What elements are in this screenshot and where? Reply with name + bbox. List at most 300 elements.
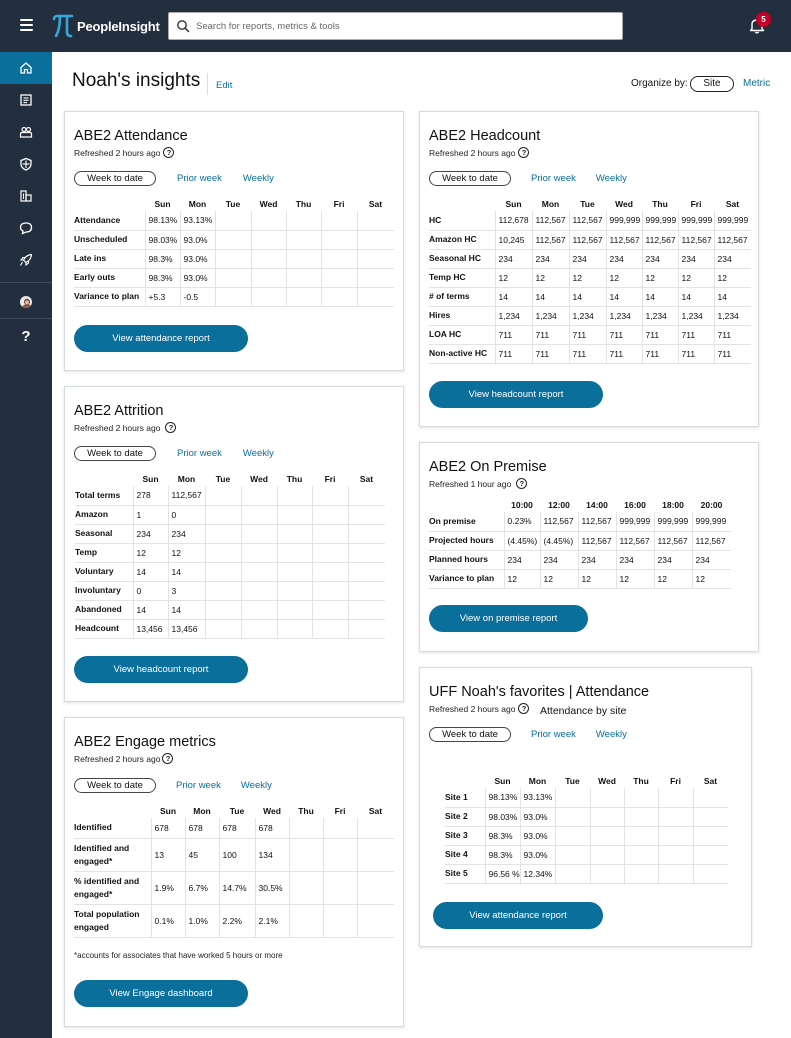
table-cell: 711 [569, 344, 606, 363]
week-to-date-option[interactable]: Week to date [429, 171, 511, 186]
sidebar-item-security[interactable] [0, 148, 52, 180]
table-cell [555, 864, 590, 883]
row-label: Early outs [74, 272, 116, 282]
day-header: Mon [528, 776, 547, 786]
table-cell [277, 619, 312, 638]
table-cell [312, 581, 348, 600]
hour-header: 18:00 [662, 500, 684, 510]
table-row [75, 505, 385, 524]
table-cell: 0.23% [504, 512, 540, 531]
table-cell [321, 268, 357, 287]
day-header: Mon [193, 806, 211, 816]
table-cell [658, 807, 693, 826]
table-header-row [429, 197, 751, 211]
table-cell: 112,567 [532, 211, 569, 230]
table-cell: 112,567 [578, 512, 616, 531]
sidebar-divider [0, 282, 52, 283]
table-row [429, 211, 751, 230]
table-cell: 0 [133, 581, 168, 600]
row-label: On premise [429, 515, 476, 526]
table-cell [312, 524, 348, 543]
table-cell [251, 211, 286, 230]
table-cell: 93.13% [180, 211, 215, 230]
table-cell: 678 [255, 818, 289, 838]
table-cell [312, 619, 348, 638]
day-header: Sat [368, 199, 383, 209]
prior-week-option[interactable]: Prior week [177, 173, 222, 184]
table-cell: 3 [168, 581, 205, 600]
table-cell [312, 505, 348, 524]
table-cell [205, 486, 241, 505]
row-label: Seasonal [75, 528, 113, 538]
table-cell: 112,567 [569, 230, 606, 249]
refresh-text: Refreshed 2 hours ago [74, 422, 161, 433]
table-cell [658, 826, 693, 845]
day-header: Thu [633, 776, 649, 786]
period-selector [429, 171, 627, 186]
day-header: Mon [541, 199, 560, 209]
table-cell: 93.0% [520, 826, 555, 845]
row-label: Total population engaged [74, 908, 140, 932]
day-header: Sun [142, 474, 159, 484]
table-cell [251, 268, 286, 287]
row-label: Unscheduled [74, 234, 128, 244]
table-cell: 234 [642, 249, 678, 268]
sidebar-item-home[interactable] [0, 52, 52, 84]
table-cell: 711 [495, 344, 532, 363]
chat-icon [19, 221, 33, 235]
table-cell [289, 871, 323, 904]
table-cell [241, 562, 277, 581]
table-cell: 0 [168, 505, 205, 524]
refresh-text: Refreshed 2 hours ago [74, 753, 161, 764]
table-cell [205, 581, 241, 600]
table-cell: 12 [714, 268, 751, 287]
table-cell: 12 [692, 569, 731, 588]
table-cell [357, 818, 394, 838]
table-cell [693, 788, 728, 807]
table-row [75, 600, 385, 619]
table-cell: 234 [654, 550, 692, 569]
table-cell: 2.2% [219, 904, 255, 937]
row-label: Site 4 [445, 849, 468, 859]
table-cell: 112,567 [578, 531, 616, 550]
refresh-status [74, 753, 173, 764]
organize-by-label: Organize by: [631, 78, 688, 89]
weekly-option[interactable]: Weekly [595, 173, 627, 184]
on-premise-card [419, 442, 759, 652]
row-label: Variance to plan [74, 291, 140, 301]
engage-table [74, 804, 394, 938]
table-row [429, 531, 731, 550]
table-cell [590, 845, 624, 864]
table-cell [590, 788, 624, 807]
table-row [75, 543, 385, 562]
table-cell [321, 287, 357, 306]
table-row [74, 211, 394, 230]
table-cell: 1,234 [642, 306, 678, 325]
table-cell: 14 [678, 287, 714, 306]
table-cell: 14 [133, 562, 168, 581]
table-cell [323, 818, 357, 838]
table-cell: 0.1% [151, 904, 185, 937]
sidebar-item-people[interactable] [0, 116, 52, 148]
organize-by-site-toggle[interactable]: Site [690, 76, 734, 92]
table-row [75, 581, 385, 600]
table-row [74, 287, 394, 306]
app-logo[interactable] [52, 13, 160, 39]
table-cell: 1 [133, 505, 168, 524]
table-cell [348, 505, 385, 524]
table-cell [215, 211, 251, 230]
table-cell: 14 [569, 287, 606, 306]
table-cell [348, 524, 385, 543]
table-row [429, 512, 731, 531]
view-attendance-report-button[interactable]: View attendance report [74, 325, 248, 352]
card-title: UFF Noah's favorites | Attendance [429, 684, 650, 700]
table-cell: 13,456 [133, 619, 168, 638]
edit-link[interactable]: Edit [216, 80, 233, 91]
table-cell: 711 [495, 325, 532, 344]
row-label: Amazon HC [429, 234, 477, 244]
row-label: Variance to plan [429, 573, 495, 583]
table-row [445, 826, 728, 845]
day-header: Sat [359, 474, 374, 484]
table-cell [312, 562, 348, 581]
row-label: Abandoned [75, 604, 122, 614]
app-name: PeopleInsight [77, 18, 160, 34]
table-row [75, 562, 385, 581]
table-cell: 12 [168, 543, 205, 562]
table-cell [590, 826, 624, 845]
refresh-text: Refreshed 1 hour ago [429, 478, 512, 489]
table-cell: 12 [504, 569, 540, 588]
table-cell: 678 [151, 818, 185, 838]
table-cell [323, 871, 357, 904]
view-headcount-report-button[interactable]: View headcount report [429, 381, 603, 408]
table-cell: 711 [569, 325, 606, 344]
table-row [445, 864, 728, 883]
sidebar-divider [0, 318, 52, 319]
row-label: Total terms [75, 489, 121, 500]
search-bar[interactable] [168, 12, 623, 40]
menu-icon[interactable] [20, 19, 33, 31]
table-cell [555, 826, 590, 845]
table-cell: 98.3% [485, 845, 520, 864]
table-cell: 14 [642, 287, 678, 306]
table-cell: 234 [569, 249, 606, 268]
table-row [75, 524, 385, 543]
prior-week-option[interactable]: Prior week [531, 729, 576, 740]
table-cell: 2.1% [255, 904, 289, 937]
table-cell: 1,234 [606, 306, 642, 325]
prior-week-option[interactable]: Prior week [176, 780, 221, 791]
table-cell: 711 [642, 344, 678, 363]
row-label: Non-active HC [429, 348, 488, 358]
table-cell [215, 287, 251, 306]
buildings-icon [19, 189, 33, 203]
table-cell: +5.3 [145, 287, 180, 306]
week-to-date-option[interactable]: Week to date [74, 778, 156, 793]
table-cell [357, 287, 394, 306]
day-header: Sat [703, 776, 718, 786]
hour-header: 12:00 [548, 500, 570, 510]
card-title: ABE2 Attendance [74, 128, 188, 144]
row-label: Temp HC [429, 272, 466, 282]
table-cell [286, 211, 321, 230]
table-cell: 1,234 [569, 306, 606, 325]
table-cell [241, 486, 277, 505]
row-label: Site 3 [445, 830, 468, 840]
table-cell [289, 838, 323, 871]
table-cell: 234 [606, 249, 642, 268]
table-cell: 999,999 [714, 211, 751, 230]
table-cell: 1.0% [185, 904, 219, 937]
sidebar-item-sites[interactable] [0, 180, 52, 212]
table-cell: 96.56 % [485, 864, 520, 883]
table-subtitle: Attendance by site [540, 705, 627, 717]
table-cell: 999,999 [642, 211, 678, 230]
table-row [74, 249, 394, 268]
table-cell [348, 543, 385, 562]
table-cell: 234 [504, 550, 540, 569]
home-icon [19, 61, 33, 75]
table-header-row [74, 197, 394, 211]
table-cell [286, 287, 321, 306]
table-cell: 93.0% [520, 807, 555, 826]
shield-icon [19, 157, 33, 171]
hour-header: 16:00 [624, 500, 646, 510]
table-cell: 98.3% [485, 826, 520, 845]
sidebar-item-messages[interactable] [0, 212, 52, 244]
help-circle-icon[interactable]: ? [518, 703, 529, 714]
table-cell [241, 600, 277, 619]
table-cell: 93.0% [520, 845, 555, 864]
table-cell [241, 543, 277, 562]
table-cell [658, 845, 693, 864]
week-to-date-option[interactable]: Week to date [429, 727, 511, 742]
refresh-text: Refreshed 2 hours ago [429, 703, 516, 714]
weekly-option[interactable]: Weekly [242, 173, 274, 184]
table-cell: 234 [168, 524, 205, 543]
view-on-premise-report-button[interactable]: View on premise report [429, 605, 588, 632]
table-cell: 14 [495, 287, 532, 306]
day-header: Wed [250, 474, 268, 484]
people-icon [19, 125, 33, 139]
week-to-date-option[interactable]: Week to date [74, 171, 156, 186]
table-cell [241, 505, 277, 524]
help-circle-icon[interactable]: ? [516, 478, 527, 489]
table-cell [693, 845, 728, 864]
table-cell: 14 [168, 562, 205, 581]
table-cell [624, 788, 658, 807]
table-cell: 93.0% [180, 249, 215, 268]
refresh-status [429, 703, 529, 714]
table-cell: 14 [133, 600, 168, 619]
search-input[interactable] [196, 21, 596, 32]
sidebar-item-launch[interactable] [0, 244, 52, 276]
table-cell [312, 600, 348, 619]
table-cell: 12 [133, 543, 168, 562]
refresh-status [74, 147, 174, 158]
table-row [74, 838, 394, 871]
weekly-option[interactable]: Weekly [595, 729, 627, 740]
table-cell: 14.7% [219, 871, 255, 904]
table-cell [251, 230, 286, 249]
day-header: Mon [188, 199, 207, 209]
table-row [74, 268, 394, 287]
pi-logo-icon [52, 13, 74, 39]
row-label: Site 1 [445, 791, 468, 802]
table-row [429, 249, 751, 268]
table-cell: 1,234 [678, 306, 714, 325]
view-headcount-report-button[interactable]: View headcount report [74, 656, 248, 683]
engage-card [64, 717, 404, 1027]
table-cell: 12 [678, 268, 714, 287]
day-header: Fri [334, 806, 346, 816]
organize-by-metric-toggle[interactable]: Metric [743, 78, 771, 89]
table-cell: 711 [642, 325, 678, 344]
table-row [429, 306, 751, 325]
table-row [429, 344, 751, 363]
table-cell: 112,567 [616, 531, 654, 550]
help-icon: ? [21, 327, 31, 345]
sidebar-item-help[interactable] [0, 320, 52, 352]
table-cell [286, 249, 321, 268]
day-header: Fri [690, 199, 702, 209]
headcount-card [419, 111, 759, 427]
table-cell: 112,567 [678, 230, 714, 249]
prior-week-option[interactable]: Prior week [531, 173, 576, 184]
table-row [74, 904, 394, 937]
table-cell [215, 268, 251, 287]
table-cell [277, 524, 312, 543]
card-title: ABE2 Headcount [429, 128, 541, 144]
table-cell [277, 505, 312, 524]
table-cell [624, 826, 658, 845]
table-cell: 6.7% [185, 871, 219, 904]
avatar[interactable] [20, 296, 32, 308]
help-circle-icon[interactable]: ? [163, 147, 174, 158]
day-header: Sun [494, 776, 511, 786]
table-cell: 278 [133, 486, 168, 505]
row-label: Attendance [74, 214, 121, 225]
table-header-row [429, 498, 731, 512]
view-engage-dashboard-button[interactable]: View Engage dashboard [74, 980, 248, 1007]
table-cell: 45 [185, 838, 219, 871]
sidebar-item-profile[interactable] [0, 286, 52, 318]
table-cell: 12 [495, 268, 532, 287]
table-cell: 112,567 [714, 230, 751, 249]
avatar-image [20, 296, 32, 308]
table-cell: 30.5% [255, 871, 289, 904]
sidebar-item-reports[interactable] [0, 84, 52, 116]
table-cell [590, 864, 624, 883]
help-circle-icon[interactable]: ? [518, 147, 529, 158]
day-header: Tue [580, 199, 595, 209]
period-selector [74, 446, 274, 461]
table-cell [251, 249, 286, 268]
table-cell: 234 [616, 550, 654, 569]
table-cell [357, 230, 394, 249]
row-label: Temp [75, 547, 98, 557]
attendance-card [64, 111, 404, 371]
day-header: Wed [259, 199, 278, 209]
refresh-text: Refreshed 2 hours ago [74, 147, 161, 158]
weekly-option[interactable]: Weekly [242, 448, 274, 459]
day-header: Sun [154, 199, 171, 209]
table-cell: 112,567 [654, 531, 692, 550]
table-cell: 1,234 [495, 306, 532, 325]
table-cell: 1.9% [151, 871, 185, 904]
table-cell: 234 [578, 550, 616, 569]
row-label: Projected hours [429, 535, 494, 545]
refresh-text: Refreshed 2 hours ago [429, 147, 516, 158]
week-to-date-option[interactable]: Week to date [74, 446, 156, 461]
help-circle-icon[interactable]: ? [162, 753, 173, 764]
table-cell [624, 807, 658, 826]
row-label: HC [429, 214, 442, 225]
prior-week-option[interactable]: Prior week [177, 448, 222, 459]
table-cell [277, 543, 312, 562]
attendance-table [74, 197, 394, 307]
view-attendance-report-button[interactable]: View attendance report [433, 902, 603, 929]
row-label: Amazon [75, 509, 109, 519]
table-cell: 12 [616, 569, 654, 588]
table-cell: 12 [606, 268, 642, 287]
table-row [445, 788, 728, 807]
day-header: Sat [368, 806, 383, 816]
table-cell: 711 [532, 325, 569, 344]
help-circle-icon[interactable]: ? [165, 422, 176, 433]
table-cell: 12 [569, 268, 606, 287]
table-cell: 93.13% [520, 788, 555, 807]
table-cell: 13 [151, 838, 185, 871]
table-cell [286, 268, 321, 287]
table-cell [348, 619, 385, 638]
table-cell: 711 [678, 344, 714, 363]
table-cell: 12 [540, 569, 578, 588]
table-cell [321, 249, 357, 268]
table-cell [658, 788, 693, 807]
table-cell: 14 [168, 600, 205, 619]
table-row [445, 807, 728, 826]
row-label: Involuntary [75, 585, 121, 595]
day-header: Thu [298, 806, 314, 816]
table-cell: 12 [578, 569, 616, 588]
refresh-status [74, 422, 176, 433]
row-label: Site 2 [445, 811, 468, 821]
day-header: Thu [286, 474, 303, 484]
table-cell: 12 [642, 268, 678, 287]
table-cell [555, 788, 590, 807]
table-row [74, 871, 394, 904]
table-cell: 14 [714, 287, 751, 306]
table-row [429, 569, 731, 588]
table-cell: 98.13% [145, 211, 180, 230]
table-cell [357, 249, 394, 268]
table-row [429, 287, 751, 306]
table-cell: 100 [219, 838, 255, 871]
weekly-option[interactable]: Weekly [240, 780, 272, 791]
attendance-by-site-table [445, 774, 728, 884]
day-header: Fri [670, 776, 681, 786]
table-cell: 98.03% [485, 807, 520, 826]
table-row [445, 845, 728, 864]
hour-header: 14:00 [586, 500, 608, 510]
table-cell [321, 211, 357, 230]
table-cell: 678 [219, 818, 255, 838]
